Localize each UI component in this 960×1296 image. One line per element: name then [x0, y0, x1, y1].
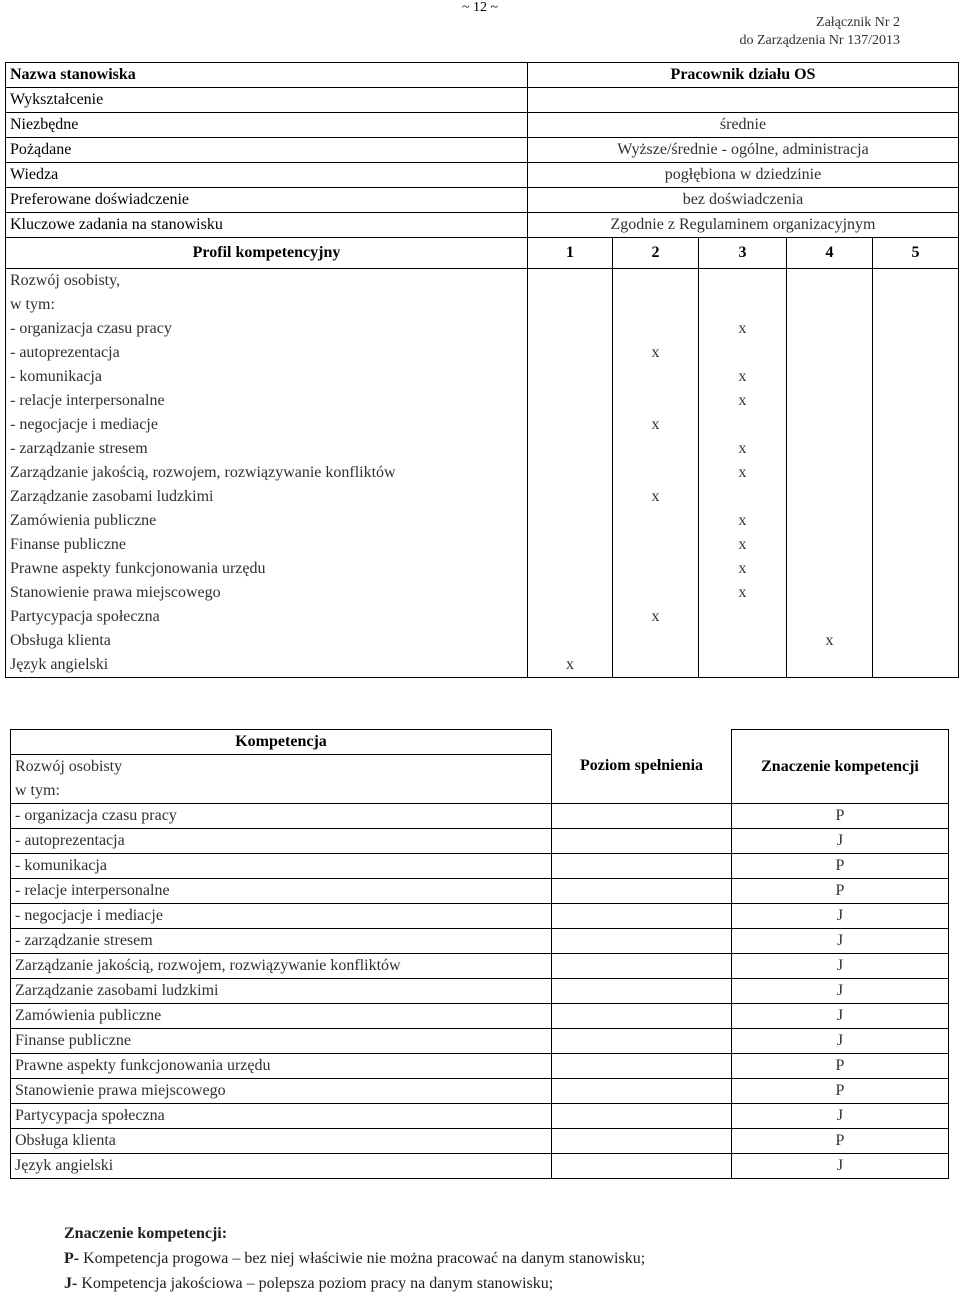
- level-cell: [699, 485, 787, 509]
- fulfillment-cell: [552, 1129, 732, 1154]
- col-level-header: Poziom spełnienia: [552, 730, 732, 804]
- level-cell: [699, 293, 787, 317]
- level-header-1: 1: [528, 238, 613, 269]
- level-cell: [528, 365, 613, 389]
- profile-row: [6, 341, 959, 365]
- competence-row: [11, 1104, 949, 1129]
- level-cell: [873, 413, 959, 437]
- profile-competence: Finanse publiczne: [6, 533, 528, 557]
- competence-meaning: P: [732, 854, 949, 879]
- level-cell: [528, 461, 613, 485]
- level-cell: [873, 509, 959, 533]
- legend-p: [64, 1246, 645, 1271]
- level-cell: [873, 269, 959, 294]
- fulfillment-cell: [552, 1104, 732, 1129]
- level-cell: [873, 581, 959, 605]
- position-name-label: Nazwa stanowiska: [6, 63, 528, 88]
- level-cell: x: [699, 581, 787, 605]
- profile-competence: Obsługa klienta: [6, 629, 528, 653]
- position-value: pogłębiona w dziedzinie: [528, 163, 959, 188]
- competence-meaning-body: [11, 730, 949, 1179]
- position-row: [6, 163, 959, 188]
- legend-p-text: Kompetencja progowa – bez niej właściwie nie można pracować na danym stanowisku;: [79, 1250, 646, 1267]
- competence-row: [11, 829, 949, 854]
- competence-row: [11, 929, 949, 954]
- profile-row: [6, 317, 959, 341]
- profile-row: [6, 485, 959, 509]
- profile-row: [6, 557, 959, 581]
- fulfillment-cell: [552, 904, 732, 929]
- position-value: bez doświadczenia: [528, 188, 959, 213]
- position-value: średnie: [528, 113, 959, 138]
- level-cell: [873, 605, 959, 629]
- profile-competence: Stanowienie prawa miejscowego: [6, 581, 528, 605]
- level-cell: [613, 269, 699, 294]
- position-row: [6, 113, 959, 138]
- legend-j-key: J-: [64, 1275, 78, 1292]
- level-cell: [699, 341, 787, 365]
- intro-including: w tym:: [11, 779, 552, 804]
- level-cell: [873, 293, 959, 317]
- level-cell: x: [787, 629, 873, 653]
- level-cell: x: [613, 605, 699, 629]
- competence-label: - autoprezentacja: [11, 829, 552, 854]
- level-cell: [787, 605, 873, 629]
- level-header-4: 4: [787, 238, 873, 269]
- position-label: Kluczowe zadania na stanowisku: [6, 213, 528, 238]
- profile-row: [6, 533, 959, 557]
- competence-row: [11, 954, 949, 979]
- competence-row: [11, 904, 949, 929]
- fulfillment-cell: [552, 1004, 732, 1029]
- level-cell: [873, 557, 959, 581]
- competence-label: - komunikacja: [11, 854, 552, 879]
- level-cell: [787, 317, 873, 341]
- competence-label: - relacje interpersonalne: [11, 879, 552, 904]
- level-cell: [787, 341, 873, 365]
- level-cell: [613, 365, 699, 389]
- profile-row: [6, 509, 959, 533]
- level-cell: [787, 269, 873, 294]
- position-profile-table: [5, 62, 959, 678]
- position-name-value: Pracownik działu OS: [528, 63, 959, 88]
- competence-meaning: J: [732, 954, 949, 979]
- competence-meaning: J: [732, 1154, 949, 1179]
- competence-label: Stanowienie prawa miejscowego: [11, 1079, 552, 1104]
- competence-label: Zarządzanie zasobami ludzkimi: [11, 979, 552, 1004]
- profile-competence: Rozwój osobisty,: [6, 269, 528, 294]
- competence-row: [11, 1004, 949, 1029]
- competence-meaning: J: [732, 904, 949, 929]
- level-cell: [528, 269, 613, 294]
- legend-j-text: Kompetencja jakościowa – polepsza poziom pracy na danym stanowisku;: [77, 1275, 554, 1292]
- competence-label: Partycypacja społeczna: [11, 1104, 552, 1129]
- level-cell: [528, 389, 613, 413]
- fulfillment-cell: [552, 804, 732, 829]
- competence-meaning: P: [732, 1129, 949, 1154]
- level-cell: [528, 317, 613, 341]
- position-header-row: [6, 63, 959, 88]
- level-cell: [787, 533, 873, 557]
- level-cell: [873, 629, 959, 653]
- competence-row: [11, 979, 949, 1004]
- competence-header-row-1: [11, 730, 949, 755]
- competence-row: [11, 1129, 949, 1154]
- position-value: [528, 88, 959, 113]
- level-cell: x: [699, 461, 787, 485]
- profile-competence: w tym:: [6, 293, 528, 317]
- fulfillment-cell: [552, 854, 732, 879]
- level-cell: [787, 485, 873, 509]
- level-cell: [873, 389, 959, 413]
- competence-meaning-table: [10, 729, 949, 1179]
- competence-meaning: P: [732, 1079, 949, 1104]
- level-cell: [528, 485, 613, 509]
- competence-label: - negocjacje i mediacje: [11, 904, 552, 929]
- competence-meaning: P: [732, 879, 949, 904]
- competence-label: Zarządzanie jakością, rozwojem, rozwiązywanie konfliktów: [11, 954, 552, 979]
- profile-row: [6, 389, 959, 413]
- position-value: Wyższe/średnie - ogólne, administracja: [528, 138, 959, 163]
- profile-competence: - organizacja czasu pracy: [6, 317, 528, 341]
- competence-meaning: P: [732, 1054, 949, 1079]
- level-cell: x: [699, 557, 787, 581]
- profile-row: [6, 605, 959, 629]
- position-row: [6, 88, 959, 113]
- competence-row: [11, 1154, 949, 1179]
- position-label: Preferowane doświadczenie: [6, 188, 528, 213]
- fulfillment-cell: [552, 1079, 732, 1104]
- position-label: Wykształcenie: [6, 88, 528, 113]
- profile-row: [6, 581, 959, 605]
- profile-row: [6, 461, 959, 485]
- position-label: Wiedza: [6, 163, 528, 188]
- level-cell: x: [699, 317, 787, 341]
- level-cell: [613, 581, 699, 605]
- col-meaning-header: Znaczenie kompetencji: [732, 730, 949, 804]
- level-cell: [613, 389, 699, 413]
- fulfillment-cell: [552, 929, 732, 954]
- level-cell: [873, 365, 959, 389]
- level-cell: x: [699, 365, 787, 389]
- fulfillment-cell: [552, 829, 732, 854]
- level-cell: [528, 509, 613, 533]
- level-cell: x: [699, 437, 787, 461]
- competence-label: Finanse publiczne: [11, 1029, 552, 1054]
- legend: [64, 1221, 645, 1296]
- level-cell: [613, 317, 699, 341]
- level-cell: [787, 437, 873, 461]
- profile-row: [6, 437, 959, 461]
- profile-competence: Zarządzanie jakością, rozwojem, rozwiązywanie konfliktów: [6, 461, 528, 485]
- col-competence-header: Kompetencja: [11, 730, 552, 755]
- profile-competence: - komunikacja: [6, 365, 528, 389]
- level-cell: [699, 269, 787, 294]
- attachment-note: [739, 14, 900, 50]
- level-cell: [787, 389, 873, 413]
- competence-label: Zamówienia publiczne: [11, 1004, 552, 1029]
- fulfillment-cell: [552, 1054, 732, 1079]
- level-cell: [873, 653, 959, 678]
- level-cell: x: [613, 413, 699, 437]
- position-row: [6, 188, 959, 213]
- profile-row: [6, 413, 959, 437]
- level-cell: [528, 341, 613, 365]
- attachment-line-2: do Zarządzenia Nr 137/2013: [739, 33, 900, 48]
- level-cell: [528, 437, 613, 461]
- profile-competence: - relacje interpersonalne: [6, 389, 528, 413]
- level-cell: x: [699, 509, 787, 533]
- position-value: Zgodnie z Regulaminem organizacyjnym: [528, 213, 959, 238]
- level-cell: [528, 605, 613, 629]
- level-cell: [528, 581, 613, 605]
- position-label: Pożądane: [6, 138, 528, 163]
- level-cell: x: [528, 653, 613, 678]
- level-cell: [613, 557, 699, 581]
- profile-competence: - zarządzanie stresem: [6, 437, 528, 461]
- profile-title: Profil kompetencyjny: [6, 238, 528, 269]
- legend-title: Znaczenie kompetencji:: [64, 1225, 228, 1242]
- level-cell: [787, 365, 873, 389]
- fulfillment-cell: [552, 954, 732, 979]
- level-cell: [787, 557, 873, 581]
- competence-label: - organizacja czasu pracy: [11, 804, 552, 829]
- competence-label: Obsługa klienta: [11, 1129, 552, 1154]
- competence-meaning: J: [732, 829, 949, 854]
- level-cell: [528, 413, 613, 437]
- fulfillment-cell: [552, 1154, 732, 1179]
- profile-row: [6, 629, 959, 653]
- level-cell: [613, 533, 699, 557]
- level-cell: [873, 461, 959, 485]
- fulfillment-cell: [552, 879, 732, 904]
- level-cell: [787, 509, 873, 533]
- profile-header-row: [6, 238, 959, 269]
- competence-meaning: J: [732, 1104, 949, 1129]
- level-cell: [528, 629, 613, 653]
- level-cell: [528, 557, 613, 581]
- competence-meaning: J: [732, 929, 949, 954]
- level-cell: x: [699, 533, 787, 557]
- competence-row: [11, 1054, 949, 1079]
- level-cell: [613, 509, 699, 533]
- level-cell: [873, 437, 959, 461]
- position-row: [6, 138, 959, 163]
- level-cell: [699, 413, 787, 437]
- level-cell: [787, 461, 873, 485]
- profile-row: [6, 293, 959, 317]
- profile-row: [6, 365, 959, 389]
- level-cell: [699, 653, 787, 678]
- attachment-line-1: Załącznik Nr 2: [816, 15, 900, 30]
- level-header-5: 5: [873, 238, 959, 269]
- level-cell: [528, 293, 613, 317]
- competence-label: - zarządzanie stresem: [11, 929, 552, 954]
- level-cell: [787, 293, 873, 317]
- profile-competence: Zarządzanie zasobami ludzkimi: [6, 485, 528, 509]
- level-cell: [787, 581, 873, 605]
- level-cell: [613, 461, 699, 485]
- competence-row: [11, 1079, 949, 1104]
- level-header-3: 3: [699, 238, 787, 269]
- page-number: ~ 12 ~: [461, 0, 499, 15]
- legend-j: [64, 1271, 645, 1296]
- profile-row: [6, 653, 959, 678]
- profile-competence: Język angielski: [6, 653, 528, 678]
- position-label: Niezbędne: [6, 113, 528, 138]
- competence-meaning: J: [732, 1004, 949, 1029]
- profile-row: [6, 269, 959, 294]
- level-cell: x: [699, 389, 787, 413]
- competence-row: [11, 854, 949, 879]
- position-profile-body: [6, 63, 959, 678]
- profile-competence: Zamówienia publiczne: [6, 509, 528, 533]
- position-row: [6, 213, 959, 238]
- profile-competence: Partycypacja społeczna: [6, 605, 528, 629]
- level-cell: [613, 629, 699, 653]
- level-cell: [613, 293, 699, 317]
- competence-row: [11, 879, 949, 904]
- level-cell: [613, 653, 699, 678]
- fulfillment-cell: [552, 979, 732, 1004]
- competence-row: [11, 804, 949, 829]
- profile-competence: Prawne aspekty funkcjonowania urzędu: [6, 557, 528, 581]
- competence-meaning: J: [732, 979, 949, 1004]
- competence-label: Język angielski: [11, 1154, 552, 1179]
- level-cell: [613, 437, 699, 461]
- competence-meaning: P: [732, 804, 949, 829]
- competence-label: Prawne aspekty funkcjonowania urzędu: [11, 1054, 552, 1079]
- level-cell: [873, 533, 959, 557]
- competence-meaning: J: [732, 1029, 949, 1054]
- legend-p-key: P-: [64, 1250, 80, 1267]
- fulfillment-cell: [552, 1029, 732, 1054]
- level-header-2: 2: [613, 238, 699, 269]
- level-cell: [528, 533, 613, 557]
- competence-row: [11, 1029, 949, 1054]
- level-cell: [787, 653, 873, 678]
- level-cell: [699, 605, 787, 629]
- profile-competence: - negocjacje i mediacje: [6, 413, 528, 437]
- level-cell: [699, 629, 787, 653]
- level-cell: [873, 317, 959, 341]
- level-cell: x: [613, 485, 699, 509]
- intro-personal-dev: Rozwój osobisty: [11, 755, 552, 780]
- level-cell: [873, 341, 959, 365]
- level-cell: [873, 485, 959, 509]
- level-cell: x: [613, 341, 699, 365]
- profile-competence: - autoprezentacja: [6, 341, 528, 365]
- level-cell: [787, 413, 873, 437]
